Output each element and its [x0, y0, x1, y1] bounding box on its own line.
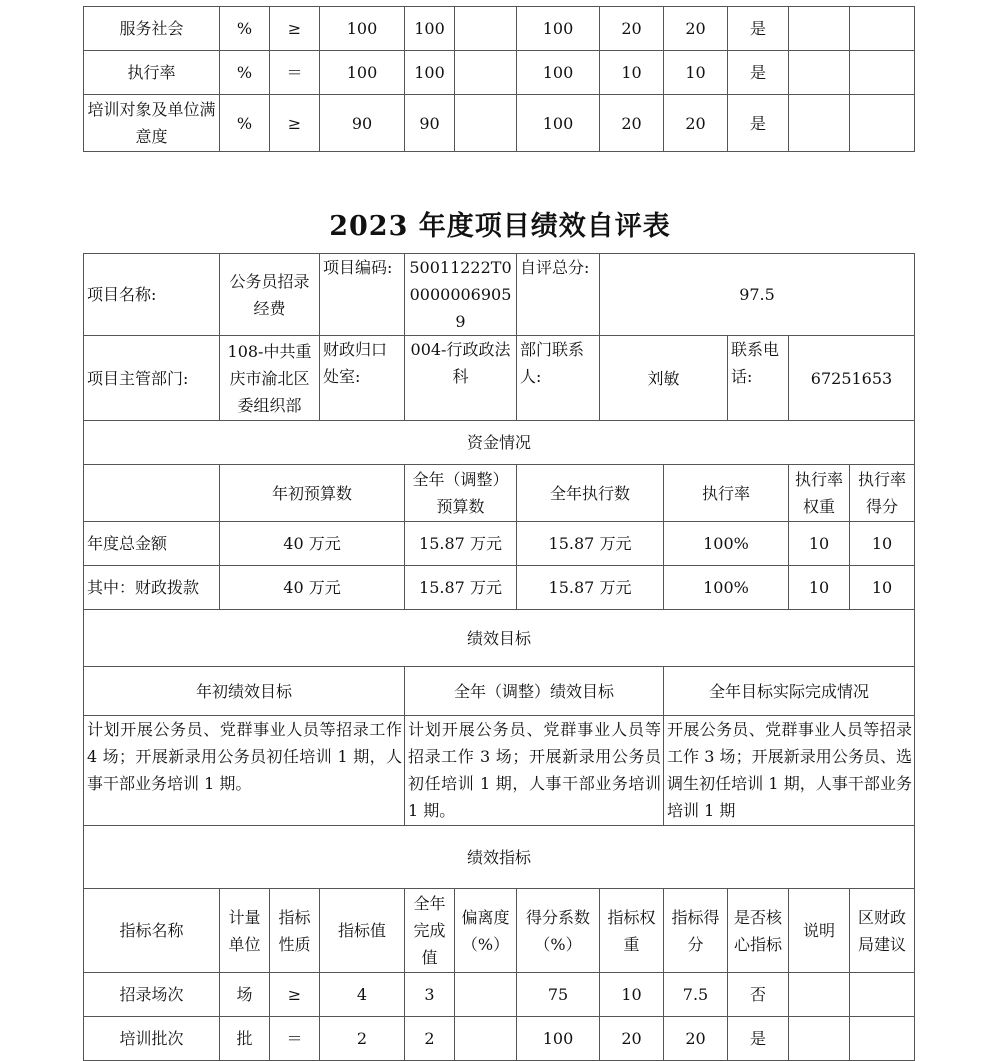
- indicator-target: 100: [320, 7, 405, 51]
- indicator-advice: [850, 51, 915, 95]
- indicator-operator: ≥: [270, 973, 320, 1017]
- indicator-weight: 10: [600, 973, 664, 1017]
- funds-header-adjusted: 全年（调整）预算数: [405, 465, 517, 522]
- finance-office-label: 财政归口处室:: [320, 336, 405, 421]
- info-row: [84, 336, 915, 421]
- indicator-header-unit: 计量单位: [220, 889, 270, 973]
- project-name-label: 项目名称:: [84, 254, 220, 336]
- section-header-row: [84, 421, 915, 465]
- indicator-weight: 20: [600, 95, 664, 152]
- funds-adjusted: 15.87 万元: [405, 522, 517, 566]
- indicator-header-coefficient: 得分系数（%）: [517, 889, 600, 973]
- indicator-score: 20: [664, 7, 728, 51]
- funds-weight: 10: [789, 522, 850, 566]
- indicator-target: 2: [320, 1017, 405, 1061]
- indicator-coefficient: 100: [517, 1017, 600, 1061]
- self-score-label: 自评总分:: [517, 254, 600, 336]
- page-title: 2023 年度项目绩效自评表: [329, 211, 671, 242]
- indicator-note: [789, 1017, 850, 1061]
- goals-actual: 开展公务员、党群事业人员等招录工作 3 场；开展新录用公务员、选调生初任培训 1 期，人事干部业务培训 1 期: [664, 716, 915, 826]
- goals-header-row: [84, 667, 915, 716]
- goals-content-row: [84, 716, 915, 826]
- indicator-advice: [850, 95, 915, 152]
- goals-section-title: 绩效目标: [84, 610, 915, 667]
- previous-indicator-table: [83, 6, 915, 152]
- funds-section-title: 资金情况: [84, 421, 915, 465]
- indicator-operator: ≥: [270, 95, 320, 152]
- funds-row-label: 其中：财政拨款: [84, 566, 220, 610]
- goals-header-adjusted: 全年（调整）绩效目标: [405, 667, 664, 716]
- funds-initial: 40 万元: [220, 522, 405, 566]
- indicator-target: 4: [320, 973, 405, 1017]
- indicator-name: 执行率: [84, 51, 220, 95]
- indicator-actual: 3: [405, 973, 455, 1017]
- indicator-unit: 批: [220, 1017, 270, 1061]
- funds-header-row: [84, 465, 915, 522]
- indicator-header-actual: 全年完成值: [405, 889, 455, 973]
- project-code-label: 项目编码:: [320, 254, 405, 336]
- indicator-name: 招录场次: [84, 973, 220, 1017]
- indicator-coefficient: 100: [517, 7, 600, 51]
- indicator-header-deviation: 偏离度（%）: [455, 889, 517, 973]
- indicator-unit: %: [220, 95, 270, 152]
- indicator-coefficient: 100: [517, 51, 600, 95]
- indicator-deviation: [455, 51, 517, 95]
- dept: 108-中共重庆市渝北区委组织部: [220, 336, 320, 421]
- indicator-core: 是: [728, 7, 789, 51]
- indicator-core: 否: [728, 973, 789, 1017]
- indicator-weight: 10: [600, 51, 664, 95]
- table-row: [84, 95, 915, 152]
- indicator-note: [789, 973, 850, 1017]
- indicator-header-advice: 区财政局建议: [850, 889, 915, 973]
- indicator-core: 是: [728, 95, 789, 152]
- table-row: [84, 1017, 915, 1061]
- funds-header-rate: 执行率: [664, 465, 789, 522]
- funds-header-blank: [84, 465, 220, 522]
- section-header-row: [84, 826, 915, 889]
- funds-rate: 100%: [664, 522, 789, 566]
- self-score: 97.5: [600, 254, 915, 336]
- dept-label: 项目主管部门:: [84, 336, 220, 421]
- funds-score: 10: [850, 522, 915, 566]
- indicator-name: 培训对象及单位满意度: [84, 95, 220, 152]
- indicator-advice: [850, 7, 915, 51]
- table-row: [84, 7, 915, 51]
- indicator-operator: ＝: [270, 51, 320, 95]
- info-row: [84, 254, 915, 336]
- indicator-name: 服务社会: [84, 7, 220, 51]
- funds-header-initial: 年初预算数: [220, 465, 405, 522]
- indicator-deviation: [455, 7, 517, 51]
- indicator-score: 7.5: [664, 973, 728, 1017]
- section-header-row: [84, 610, 915, 667]
- table-row: [84, 522, 915, 566]
- table-row: [84, 566, 915, 610]
- funds-row-label: 年度总金额: [84, 522, 220, 566]
- goals-header-initial: 年初绩效目标: [84, 667, 405, 716]
- indicator-note: [789, 51, 850, 95]
- indicator-operator: ＝: [270, 1017, 320, 1061]
- project-name: 公务员招录经费: [220, 254, 320, 336]
- goals-adjusted: 计划开展公务员、党群事业人员等招录工作 3 场；开展新录用公务员初任培训 1 期，人事干部业务培训 1 期。: [405, 716, 664, 826]
- indicator-deviation: [455, 973, 517, 1017]
- indicator-weight: 20: [600, 1017, 664, 1061]
- indicator-target: 100: [320, 51, 405, 95]
- indicator-core: 是: [728, 51, 789, 95]
- funds-executed: 15.87 万元: [517, 522, 664, 566]
- contact-label: 部门联系人:: [517, 336, 600, 421]
- table-row: [84, 51, 915, 95]
- indicator-coefficient: 100: [517, 95, 600, 152]
- finance-office: 004-行政政法科: [405, 336, 517, 421]
- indicator-deviation: [455, 95, 517, 152]
- funds-header-executed: 全年执行数: [517, 465, 664, 522]
- indicator-unit: 场: [220, 973, 270, 1017]
- goals-header-actual: 全年目标实际完成情况: [664, 667, 915, 716]
- indicator-header-note: 说明: [789, 889, 850, 973]
- phone: 67251653: [789, 336, 915, 421]
- indicator-actual: 100: [405, 7, 455, 51]
- funds-score: 10: [850, 566, 915, 610]
- goals-initial: 计划开展公务员、党群事业人员等招录工作 4 场；开展新录用公务员初任培训 1 期，人事干部业务培训 1 期。: [84, 716, 405, 826]
- indicator-deviation: [455, 1017, 517, 1061]
- indicator-header-nature: 指标性质: [270, 889, 320, 973]
- indicator-advice: [850, 1017, 915, 1061]
- funds-weight: 10: [789, 566, 850, 610]
- indicator-note: [789, 95, 850, 152]
- indicator-advice: [850, 973, 915, 1017]
- indicator-header-weight: 指标权重: [600, 889, 664, 973]
- indicator-unit: %: [220, 51, 270, 95]
- indicators-section-title: 绩效指标: [84, 826, 915, 889]
- indicator-score: 20: [664, 1017, 728, 1061]
- indicator-weight: 20: [600, 7, 664, 51]
- indicator-note: [789, 7, 850, 51]
- indicator-actual: 90: [405, 95, 455, 152]
- indicator-header-core: 是否核心指标: [728, 889, 789, 973]
- funds-header-weight: 执行率权重: [789, 465, 850, 522]
- funds-executed: 15.87 万元: [517, 566, 664, 610]
- phone-label: 联系电话:: [728, 336, 789, 421]
- indicator-header-name: 指标名称: [84, 889, 220, 973]
- indicator-operator: ≥: [270, 7, 320, 51]
- performance-evaluation-table: [83, 253, 915, 1061]
- indicator-name: 培训批次: [84, 1017, 220, 1061]
- indicator-unit: %: [220, 7, 270, 51]
- contact: 刘敏: [600, 336, 728, 421]
- indicator-actual: 100: [405, 51, 455, 95]
- funds-header-score: 执行率得分: [850, 465, 915, 522]
- table-row: [84, 973, 915, 1017]
- indicator-header-target: 指标值: [320, 889, 405, 973]
- indicator-target: 90: [320, 95, 405, 152]
- indicators-header-row: [84, 889, 915, 973]
- indicator-coefficient: 75: [517, 973, 600, 1017]
- funds-adjusted: 15.87 万元: [405, 566, 517, 610]
- indicator-core: 是: [728, 1017, 789, 1061]
- indicator-actual: 2: [405, 1017, 455, 1061]
- project-code: 50011222T000000069059: [405, 254, 517, 336]
- indicator-score: 10: [664, 51, 728, 95]
- indicator-header-score: 指标得分: [664, 889, 728, 973]
- indicator-score: 20: [664, 95, 728, 152]
- funds-rate: 100%: [664, 566, 789, 610]
- funds-initial: 40 万元: [220, 566, 405, 610]
